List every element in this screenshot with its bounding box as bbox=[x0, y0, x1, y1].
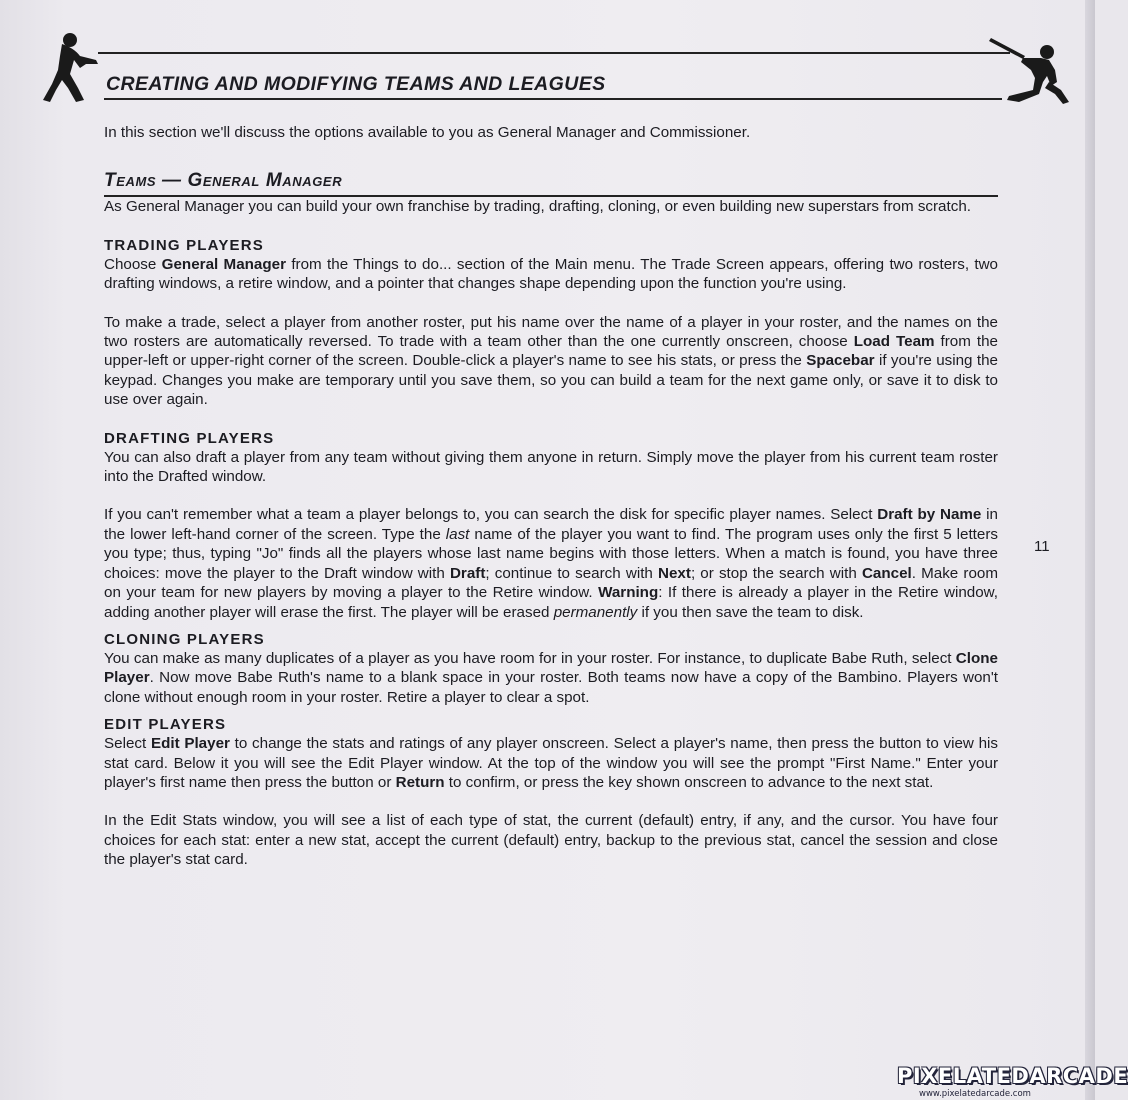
page-number: 11 bbox=[1034, 538, 1050, 555]
load-team-term: Load Team bbox=[853, 333, 935, 351]
trading-heading: TRADING PLAYERS bbox=[104, 236, 264, 254]
warning-term: Warning bbox=[598, 584, 659, 602]
batter-figure-icon bbox=[40, 30, 110, 106]
cloning-paragraph: You can make as many duplicates of a player as you have room for in your roster. For instance, to duplicate Babe Ruth, select Clone Player. Now move Babe Ruth's name to a blank space in your roster. Both teams now have a copy of the Bambino. Players won't clone without enough room in your roster. Retire a player to clear a spot. bbox=[104, 649, 998, 706]
return-term: Return bbox=[395, 773, 445, 791]
page-content bbox=[104, 123, 998, 870]
general-manager-term: General Manager bbox=[161, 255, 287, 273]
editing-paragraph-1: Select Edit Player to change the stats and ratings of any player onscreen. Select a player's name, then press the button to view his stat card. Below it you will see the Edit Player window. At the top of the window you will see the prompt "First Name." Enter your player's first name then press the button or Return to confirm, or press the key shown onscreen to advance to the next stat. bbox=[104, 735, 998, 791]
section-heading: Teams — General Manager bbox=[104, 169, 998, 197]
watermark-logo: PIXELATEDARCADE bbox=[897, 1064, 1128, 1088]
drafting-paragraph-2: If you can't remember what a team a player belongs to, you can search the disk for specific player names. Select Draft by Name in the lower left-hand corner of the screen. Type the last name of the player you want to find. The program uses only the first 5 letters you type; thus, typing "Jo" finds all the players whose last name begins with those letters. When a match is found, you have three choices: move the player to the Draft window with Draft; continue to search with Next; or stop the search with Cancel. Make room on your team for new players by moving a player to the Retire window. Warning: If there is already a player in the Retire window, adding another player will erase the first. The player will be erased permanently if you then save the team to disk. bbox=[104, 506, 999, 621]
swinging-batter-icon bbox=[985, 30, 1075, 108]
draft-by-name-term: Draft by Name bbox=[877, 506, 982, 524]
spacebar-term: Spacebar bbox=[806, 352, 875, 370]
intro-paragraph: In this section we'll discuss the options available to you as General Manager and Commissioner. bbox=[104, 124, 751, 141]
editing-heading: EDIT PLAYERS bbox=[104, 716, 227, 734]
page-edge bbox=[1085, 0, 1095, 1100]
next-term: Next bbox=[658, 564, 691, 582]
cloning-heading: CLONING PLAYERS bbox=[104, 630, 265, 648]
clone-player-term: Clone Player bbox=[104, 649, 998, 687]
top-rule bbox=[98, 52, 1010, 54]
cancel-term: Cancel bbox=[861, 564, 912, 582]
drafting-heading: DRAFTING PLAYERS bbox=[104, 429, 275, 447]
watermark-url: www.pixelatedarcade.com bbox=[919, 1089, 1031, 1099]
trading-paragraph-1: Choose General Manager from the Things to do... section of the Main menu. The Trade Screen appears, offering two rosters, two drafting windows, a retire window, and a pointer that changes shape depending upon the function you're using. bbox=[104, 255, 998, 293]
edit-player-term: Edit Player bbox=[150, 735, 230, 753]
draft-term: Draft bbox=[449, 564, 486, 582]
title-rule bbox=[104, 98, 1002, 100]
page-title: CREATING AND MODIFYING TEAMS AND LEAGUES bbox=[106, 73, 606, 95]
trading-paragraph-2: To make a trade, select a player from another roster, put his name over the name of a player in your roster, and the names on the two rosters are automatically reversed. To trade with a team other than the one currently onscreen, choose Load Team from the upper-left or upper-right corner of the screen. Double-click a player's name to see his stats, or press the Spacebar if you're using the keypad. Changes you make are temporary until you save them, so you can build a team for the next game only, or save it to disk to use over again. bbox=[104, 313, 998, 409]
section-intro: As General Manager you can build your own franchise by trading, drafting, cloning, or even building new superstars from scratch. bbox=[104, 198, 971, 216]
drafting-paragraph-1: You can also draft a player from any team without giving them anyone in return. Simply move the player from his current team roster into the Drafted window. bbox=[104, 448, 998, 486]
editing-paragraph-2: In the Edit Stats window, you will see a list of each type of stat, the current (default) entry, if any, and the cursor. You have four choices for each stat: enter a new stat, accept the current (default) entry, backup to the previous stat, cancel the session and close the player's stat card. bbox=[104, 812, 998, 869]
